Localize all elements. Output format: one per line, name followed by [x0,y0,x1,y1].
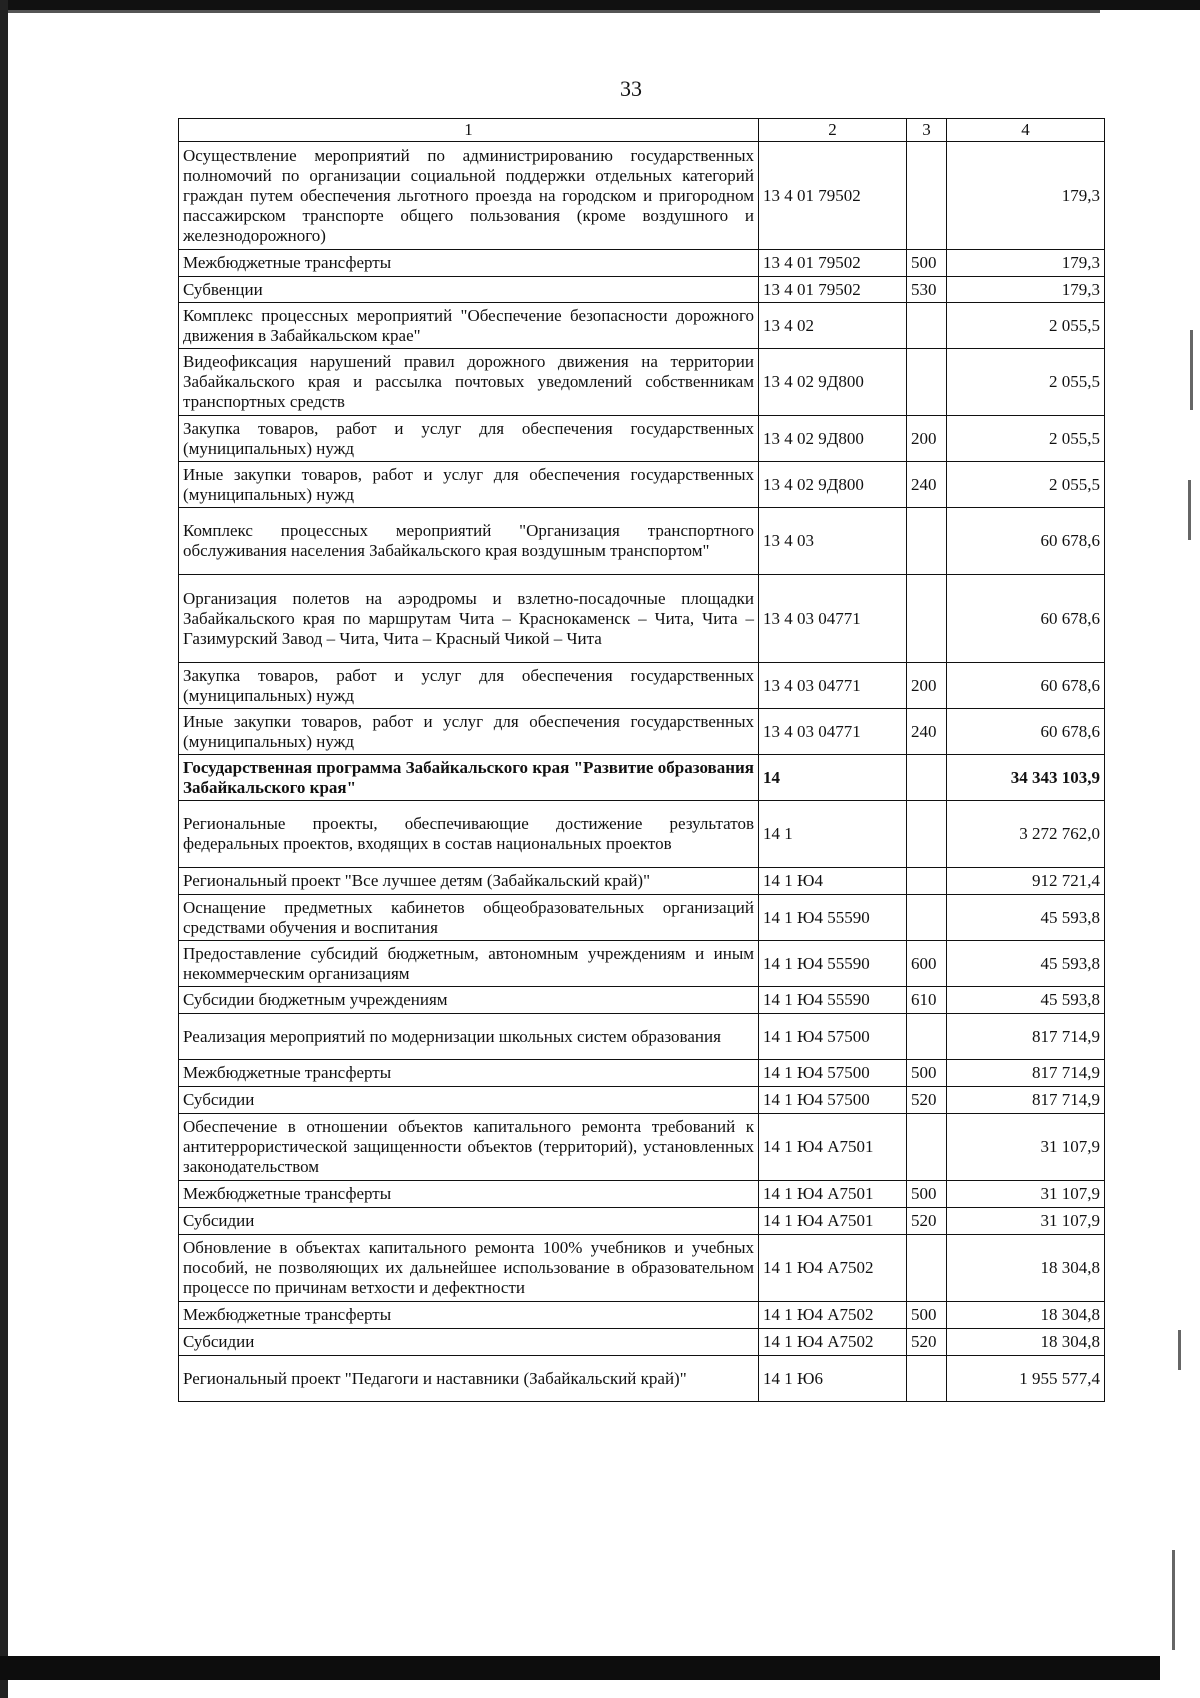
row-type-cell: 530 [907,277,947,303]
table-row [179,941,1105,987]
table-row [179,801,1105,868]
row-type-cell [907,1235,947,1302]
table-row [179,462,1105,508]
row-code-cell: 14 1 Ю4 57500 [759,1060,907,1087]
row-name-cell: Обновление в объектах капитального ремонта 100% учебников и учебных пособий, не позволяющих их дальнейшее использование в образовательном процессе по причинам ветхости и дефектности [179,1235,759,1302]
row-name-cell: Оснащение предметных кабинетов общеобразовательных организаций средствами обучения и воспитания [179,895,759,941]
scan-mark [1190,330,1193,410]
row-code-cell: 13 4 02 9Д800 [759,349,907,416]
table-row [179,987,1105,1014]
row-amount-cell: 817 714,9 [947,1060,1105,1087]
row-name-cell: Реализация мероприятий по модернизации школьных систем образования [179,1014,759,1060]
row-code-cell: 13 4 03 [759,508,907,575]
row-code-cell: 14 1 Ю4 [759,868,907,895]
row-name-cell: Комплекс процессных мероприятий "Обеспечение безопасности дорожного движения в Забайкальском крае" [179,303,759,349]
row-name-cell: Субсидии [179,1329,759,1356]
row-code-cell: 14 1 [759,801,907,868]
row-type-cell [907,575,947,663]
scan-border-bottom [0,1656,1160,1680]
page-number: 33 [620,76,642,101]
row-amount-cell: 2 055,5 [947,303,1105,349]
row-amount-cell: 60 678,6 [947,508,1105,575]
row-name-cell: Межбюджетные трансферты [179,1060,759,1087]
row-name-cell: Комплекс процессных мероприятий "Организация транспортного обслуживания населения Забайкальского края воздушным транспортом" [179,508,759,575]
row-type-cell: 600 [907,941,947,987]
row-amount-cell: 45 593,8 [947,895,1105,941]
row-type-cell [907,508,947,575]
row-code-cell: 14 1 Ю4 А7502 [759,1329,907,1356]
column-header-type: 3 [907,119,947,142]
row-code-cell: 14 1 Ю4 А7502 [759,1235,907,1302]
row-type-cell: 500 [907,250,947,277]
row-code-cell: 14 1 Ю4 55590 [759,987,907,1014]
row-amount-cell: 31 107,9 [947,1208,1105,1235]
row-amount-cell: 18 304,8 [947,1302,1105,1329]
table-row [179,1060,1105,1087]
row-code-cell: 14 1 Ю4 55590 [759,941,907,987]
table-row [179,416,1105,462]
row-name-cell: Межбюджетные трансферты [179,250,759,277]
row-code-cell: 13 4 01 79502 [759,250,907,277]
row-name-cell: Закупка товаров, работ и услуг для обеспечения государственных (муниципальных) нужд [179,416,759,462]
row-code-cell: 13 4 01 79502 [759,142,907,250]
row-amount-cell: 817 714,9 [947,1087,1105,1114]
column-header-name: 1 [179,119,759,142]
row-code-cell: 14 [759,755,907,801]
row-type-cell [907,868,947,895]
row-type-cell: 610 [907,987,947,1014]
row-amount-cell: 912 721,4 [947,868,1105,895]
row-name-cell: Иные закупки товаров, работ и услуг для обеспечения государственных (муниципальных) нужд [179,462,759,508]
row-code-cell: 14 1 Ю4 А7501 [759,1181,907,1208]
scan-mark [1178,1330,1181,1370]
row-code-cell: 14 1 Ю6 [759,1356,907,1402]
row-code-cell: 13 4 03 04771 [759,663,907,709]
table-row [179,663,1105,709]
column-header-amount: 4 [947,119,1105,142]
row-amount-cell: 45 593,8 [947,987,1105,1014]
table-row [179,277,1105,303]
row-name-cell: Региональные проекты, обеспечивающие достижение результатов федеральных проектов, входящих в состав национальных проектов [179,801,759,868]
row-amount-cell: 31 107,9 [947,1114,1105,1181]
row-name-cell: Межбюджетные трансферты [179,1181,759,1208]
row-amount-cell: 2 055,5 [947,349,1105,416]
row-amount-cell: 2 055,5 [947,462,1105,508]
row-amount-cell: 179,3 [947,250,1105,277]
row-type-cell: 240 [907,709,947,755]
table-body [179,142,1105,1402]
row-name-cell: Видеофиксация нарушений правил дорожного движения на территории Забайкальского края и рассылка почтовых уведомлений собственникам транспортных средств [179,349,759,416]
row-type-cell: 500 [907,1181,947,1208]
row-code-cell: 13 4 02 [759,303,907,349]
table-row [179,1356,1105,1402]
row-name-cell: Субсидии [179,1208,759,1235]
table-row [179,1208,1105,1235]
row-amount-cell: 18 304,8 [947,1235,1105,1302]
row-type-cell [907,895,947,941]
row-code-cell: 13 4 03 04771 [759,575,907,663]
row-name-cell: Организация полетов на аэродромы и взлетно-посадочные площадки Забайкальского края по маршрутам Чита – Краснокаменск – Чита, Чита – Газимурский Завод – Чита, Чита – Красный Чикой – Чита [179,575,759,663]
scan-border-top-thin [0,10,1100,13]
row-amount-cell: 3 272 762,0 [947,801,1105,868]
row-name-cell: Обеспечение в отношении объектов капитального ремонта требований к антитеррористической защищенности объектов (территорий), установленных законодательством [179,1114,759,1181]
row-name-cell: Иные закупки товаров, работ и услуг для обеспечения государственных (муниципальных) нужд [179,709,759,755]
scan-mark [1188,480,1191,540]
table-row [179,349,1105,416]
row-name-cell: Осуществление мероприятий по администрированию государственных полномочий по организации социальной поддержки отдельных категорий граждан путем обеспечения льготного проезда на городском и пригородном пассажирском транспорте общего пользования (кроме воздушного и железнодорожного) [179,142,759,250]
row-type-cell: 520 [907,1087,947,1114]
row-type-cell: 500 [907,1060,947,1087]
row-code-cell: 14 1 Ю4 57500 [759,1087,907,1114]
table-row [179,895,1105,941]
row-code-cell: 14 1 Ю4 А7501 [759,1208,907,1235]
row-type-cell [907,1014,947,1060]
row-amount-cell: 60 678,6 [947,663,1105,709]
table-row [179,1329,1105,1356]
row-code-cell: 14 1 Ю4 А7502 [759,1302,907,1329]
row-name-cell: Субсидии [179,1087,759,1114]
row-code-cell: 13 4 03 04771 [759,709,907,755]
table-row [179,1235,1105,1302]
row-type-cell [907,755,947,801]
row-type-cell: 240 [907,462,947,508]
table-row [179,709,1105,755]
row-amount-cell: 817 714,9 [947,1014,1105,1060]
row-amount-cell: 18 304,8 [947,1329,1105,1356]
row-type-cell [907,349,947,416]
row-code-cell: 14 1 Ю4 57500 [759,1014,907,1060]
table-row [179,250,1105,277]
table-row [179,1302,1105,1329]
scan-mark [1172,1550,1175,1650]
row-code-cell: 13 4 02 9Д800 [759,462,907,508]
table-row [179,868,1105,895]
row-code-cell: 14 1 Ю4 А7501 [759,1114,907,1181]
row-amount-cell: 1 955 577,4 [947,1356,1105,1402]
table-row [179,575,1105,663]
row-type-cell [907,303,947,349]
row-name-cell: Субвенции [179,277,759,303]
table-row [179,1114,1105,1181]
table-row [179,1181,1105,1208]
row-code-cell: 13 4 01 79502 [759,277,907,303]
row-type-cell [907,142,947,250]
row-type-cell: 500 [907,1302,947,1329]
scan-border-left [0,0,8,1698]
table-row [179,303,1105,349]
row-code-cell: 14 1 Ю4 55590 [759,895,907,941]
scan-border-top [0,0,1200,10]
row-name-cell: Региональный проект "Все лучшее детям (Забайкальский край)" [179,868,759,895]
row-type-cell [907,1114,947,1181]
column-header-code: 2 [759,119,907,142]
table-row [179,508,1105,575]
row-type-cell [907,1356,947,1402]
row-type-cell: 520 [907,1208,947,1235]
row-amount-cell: 60 678,6 [947,575,1105,663]
row-name-cell: Закупка товаров, работ и услуг для обеспечения государственных (муниципальных) нужд [179,663,759,709]
row-amount-cell: 2 055,5 [947,416,1105,462]
table-row [179,142,1105,250]
budget-table [178,118,1105,1402]
row-name-cell: Региональный проект "Педагоги и наставники (Забайкальский край)" [179,1356,759,1402]
table-header-row [179,119,1105,142]
row-amount-cell: 179,3 [947,142,1105,250]
row-amount-cell: 60 678,6 [947,709,1105,755]
table-row [179,755,1105,801]
row-name-cell: Предоставление субсидий бюджетным, автономным учреждениям и иным некоммерческим организациям [179,941,759,987]
row-type-cell: 200 [907,663,947,709]
row-amount-cell: 179,3 [947,277,1105,303]
row-name-cell: Субсидии бюджетным учреждениям [179,987,759,1014]
table-row [179,1087,1105,1114]
row-type-cell [907,801,947,868]
row-amount-cell: 34 343 103,9 [947,755,1105,801]
row-amount-cell: 45 593,8 [947,941,1105,987]
row-name-cell: Межбюджетные трансферты [179,1302,759,1329]
row-amount-cell: 31 107,9 [947,1181,1105,1208]
row-code-cell: 13 4 02 9Д800 [759,416,907,462]
row-name-cell: Государственная программа Забайкальского края "Развитие образования Забайкальского края" [179,755,759,801]
row-type-cell: 520 [907,1329,947,1356]
table-row [179,1014,1105,1060]
row-type-cell: 200 [907,416,947,462]
